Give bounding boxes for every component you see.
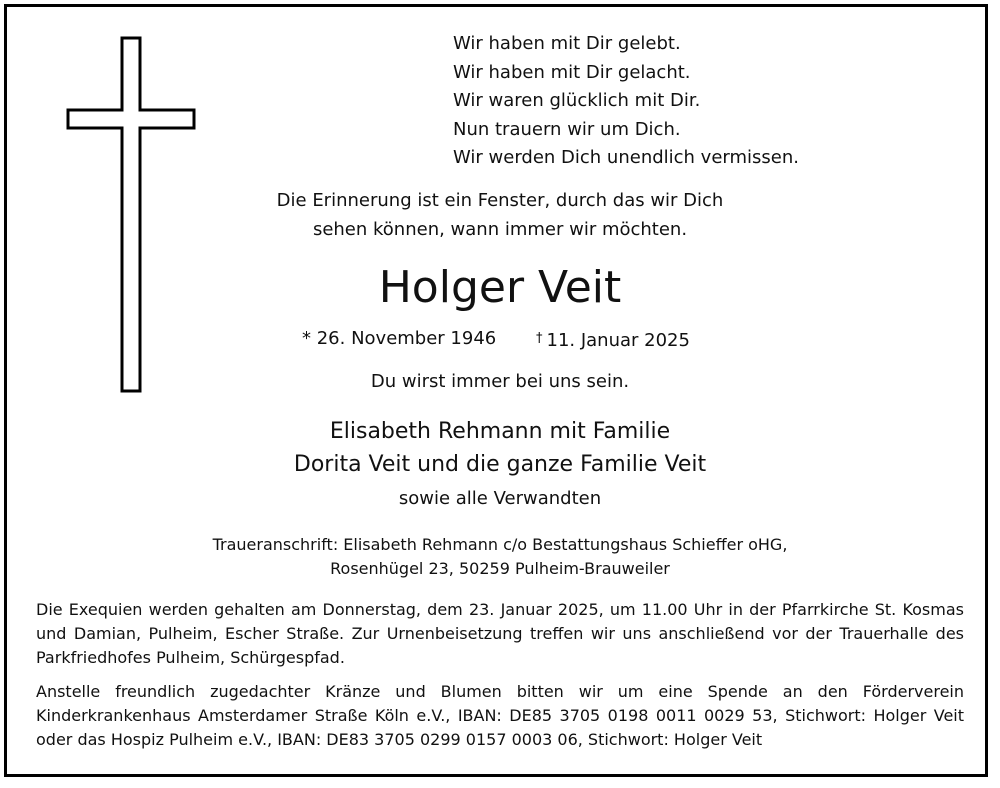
poem-line: Nun trauern wir um Dich. (453, 118, 681, 140)
mourning-address (0, 533, 1000, 581)
donation-paragraph: Anstelle freundlich zugedachter Kränze und Blumen bitten wir um eine Spende an den Förderverein Kinderkrankenhaus Amsterdamer Straße Köln e.V., IBAN: DE85 3705 0198 0011 0029 53, Stichwort: Holger Veit oder das Hospiz Pulheim e.V., IBAN: DE83 3705 0299 0157 0003 06, Stichwort: Holger Veit (36, 682, 964, 749)
death-date: 11. Januar 2025 (546, 330, 690, 351)
relatives-line: sowie alle Verwandten (398, 488, 602, 509)
quote-line: sehen können, wann immer wir möchten. (312, 219, 688, 240)
address-line: Rosenhügel 23, 50259 Pulheim-Brauweiler (330, 559, 670, 578)
dagger-icon: † (536, 331, 543, 346)
memory-quote (0, 186, 1000, 244)
poem-line: Wir haben mit Dir gelebt. (453, 33, 681, 54)
poem-line: Wir waren glücklich mit Dir. (453, 90, 701, 111)
farewell-line: Du wirst immer bei uns sein. (370, 371, 630, 392)
death-date-group (536, 327, 690, 353)
poem-line: Wir werden Dich unendlich vermissen. (453, 147, 799, 168)
poem-line: Wir haben mit Dir gelacht. (453, 61, 691, 83)
address-line: Traueranschrift: Elisabeth Rehmann c/o Bestattungshaus Schieffer oHG, (212, 535, 788, 554)
poem (453, 30, 799, 173)
birth-date: * 26. November 1946 (302, 328, 497, 349)
mourners (0, 415, 1000, 481)
deceased-name: Holger Veit (378, 262, 622, 313)
service-paragraph: Die Exequien werden gehalten am Donnerstag, dem 23. Januar 2025, um 11.00 Uhr in der Pfarrkirche St. Kosmas und Damian, Pulheim, Escher Straße. Zur Urnenbeisetzung treffen wir uns anschließend vor der Trauerhalle des Parkfriedhofes Pulheim, Schürgespfad. (36, 600, 964, 667)
mourner-line: Elisabeth Rehmann mit Familie (329, 419, 671, 444)
mourner-line: Dorita Veit und die ganze Familie Veit (293, 452, 707, 477)
quote-line: Die Erinnerung ist ein Fenster, durch das wir Dich (276, 190, 724, 211)
